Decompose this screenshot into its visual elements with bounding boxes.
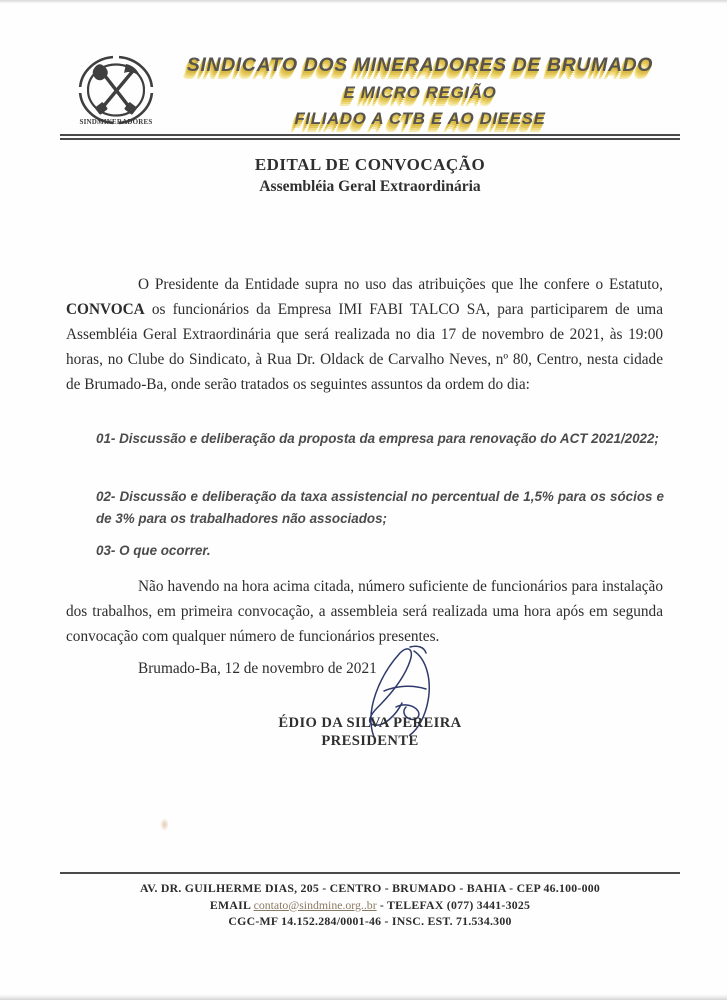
banner-line-1: SINDICATO DOS MINERADORES DE BRUMADO — [186, 54, 654, 76]
footer-email-label: EMAIL — [209, 897, 254, 912]
scan-edge-top — [0, 0, 727, 4]
signatory-role: PRESIDENTE — [321, 733, 419, 749]
title-line-1: EDITAL DE CONVOCAÇÃO — [254, 155, 486, 174]
banner-line-2: E MICRO REGIÃO — [343, 82, 497, 102]
footer-email-link[interactable]: contato@sindmine.org..br — [253, 897, 377, 912]
signature-block — [60, 715, 680, 750]
emblem-caption: SINDMINERADORES — [79, 118, 153, 126]
page-title — [60, 155, 680, 196]
scan-artifact — [160, 818, 169, 831]
footer-registration-line: CGC-MF 14.152.284/0001-46 - INSC. EST. 71.534.300 — [228, 914, 512, 928]
header-divider — [60, 134, 680, 140]
banner-line-3: FILIADO A CTB E AO DIEESE — [294, 108, 546, 128]
convoca-emphasis: CONVOCA — [66, 301, 145, 318]
footer-address-line: AV. DR. GUILHERME DIAS, 205 - CENTRO - BRUMADO - BAHIA - CEP 46.100-000 — [139, 881, 601, 895]
scan-edge-bottom — [0, 994, 727, 1000]
title-line-2: Assembléia Geral Extraordinária — [259, 178, 481, 195]
agenda-item-3: 03- O que ocorrer. — [96, 543, 211, 558]
agenda-item-1: 01- Discussão e deliberação da proposta da empresa para renovação do ACT 2021/2022; — [96, 431, 659, 446]
datestamp: Brumado-Ba, 12 de novembro de 2021 — [138, 660, 377, 677]
footer-contact-line — [60, 897, 680, 914]
letterhead-banner — [160, 48, 680, 127]
letterhead — [60, 48, 680, 134]
footer-divider — [60, 872, 680, 874]
footer-telefax: - TELEFAX (077) 3441-3025 — [376, 897, 531, 912]
footer — [60, 880, 680, 930]
agenda-item-2: 02- Discussão e deliberação da taxa assistencial no percentual de 1,5% para os sócios e de 3% para os trabalhadores não associados; — [96, 489, 664, 526]
main-paragraph — [66, 272, 663, 397]
main-paragraph-part1: O Presidente da Entidade supra no uso das atribuições que lhe confere o Estatuto, — [138, 276, 663, 293]
main-paragraph-part2: os funcionários da Empresa IMI FABI TALCO SA, para participarem de uma Assembléia Geral Extraordinária que será realizada no dia 17 de novembro de 2021, às 19:00 horas, no Clube do Sindicato, à Rua Dr. Oldack de Carvalho Neves, nº 80, Centro, nesta cidade de Brumado-Ba, onde serão tratados os seguintes assuntos da ordem do dia: — [66, 301, 663, 393]
signatory-name: ÉDIO DA SILVA PEREIRA — [278, 715, 462, 731]
closing-paragraph: Não havendo na hora acima citada, número suficiente de funcionários para instalação dos trabalhos, em primeira convocação, a assembleia será realizada uma hora após em segunda convocação com qualquer número de funcionários presentes. — [66, 578, 663, 645]
